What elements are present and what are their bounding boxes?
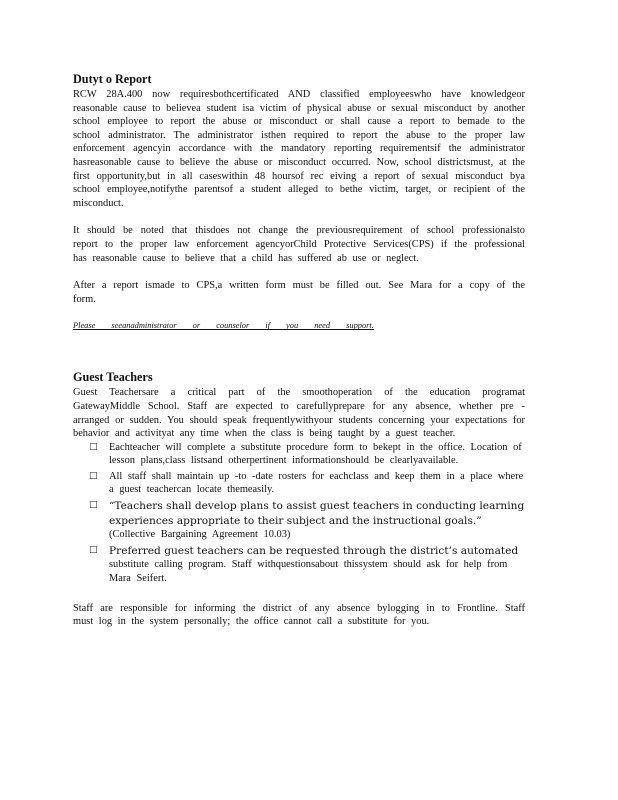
document-page: [73, 72, 525, 629]
checkbox-bullet-icon: □: [89, 441, 98, 452]
bullet-text-preferred-rest: substitute calling program. Staff withquestionsabout thissystem should ask for help from Mara Seifert.: [109, 559, 508, 585]
checkbox-bullet-icon: □: [89, 470, 98, 481]
contract-citation: (Collective Bargaining Agreement 10.03): [109, 529, 291, 541]
bullet-text-contract-quote: “Teachers shall develop plans to assist guest teachers in conducting learning experiences appropriate to their subject and the instructional goals.”: [109, 500, 525, 527]
duty-paragraph-form: After a report ismade to CPS,a written form must be filled out. See Mara for a copy of the form.: [73, 280, 525, 305]
bullet-text-procedure-form: Eachteacher will complete a substitute procedure form to bekept in the office. Location of lesson plans,class listsand otherpertinent informationshould be clearlyavailable.: [109, 441, 522, 467]
bullet-text-preferred-lead: Preferred guest teachers can be requested through the district’s automated: [109, 544, 519, 557]
checkbox-bullet-icon: □: [89, 544, 98, 555]
list-item: [73, 544, 525, 586]
guest-teachers-heading: Guest Teachers: [73, 370, 153, 385]
duty-to-report-heading: Dutyt o Report: [73, 72, 152, 86]
list-item: [73, 499, 525, 542]
guest-teacher-bullet-list: [73, 441, 525, 586]
frontline-paragraph: Staff are responsible for informing the district of any absence bylogging in to Frontline. Staff must log in the system personally; the office cannot call a substitute for you.: [73, 602, 525, 628]
duty-paragraph-rcw: RCW 28A.400 now requiresbothcertificated AND classified employeeswho have knowledgeor reasonable cause to believea student isa victim of physical abuse or sexual misconduct by another school employee to report the abuse or misconduct or shall cause a report to bemade to the school administrator. The administrator isthen required to report the abuse to the proper law enforcement agencyin accordance with the mandatory reporting requirementsif the administrator hasreasonable cause to believe the abuse or misconduct occurred. Now, school districtsmust, at the first opportunity,but in all caseswithin 48 hoursof rec eiving a report of sexual misconduct bya school employee,notifythe parentsof a student alleged to bethe victim, target, or recipient of the misconduct.: [73, 89, 525, 209]
guest-teachers-intro: Guest Teachersare a critical part of the smoothoperation of the education programat GatewayMiddle School. Staff are expected to carefullyprepare for any absence, whether pre -arranged or sudden. You should speak frequentlywithyour students concerning your expectations for behavior and activityat any time when the class is being taught by a guest teacher.: [73, 387, 525, 440]
checkbox-bullet-icon: □: [89, 500, 98, 511]
bullet-text-rosters: All staff shall maintain up -to -date rosters for eachclass and keep them in a place where a guest teachercan locate themeasily.: [109, 470, 524, 496]
list-item: [73, 441, 525, 468]
support-note: Please seeanadministrator or counselor if you need support.: [73, 321, 374, 331]
list-item: [73, 470, 525, 497]
duty-paragraph-cps: It should be noted that thisdoes not change the previousrequirement of school professionalsto report to the proper law enforcement agencyorChild Protective Services(CPS) if the professional has reasonable cause to believe that a child has suffered ab use or neglect.: [73, 225, 525, 264]
